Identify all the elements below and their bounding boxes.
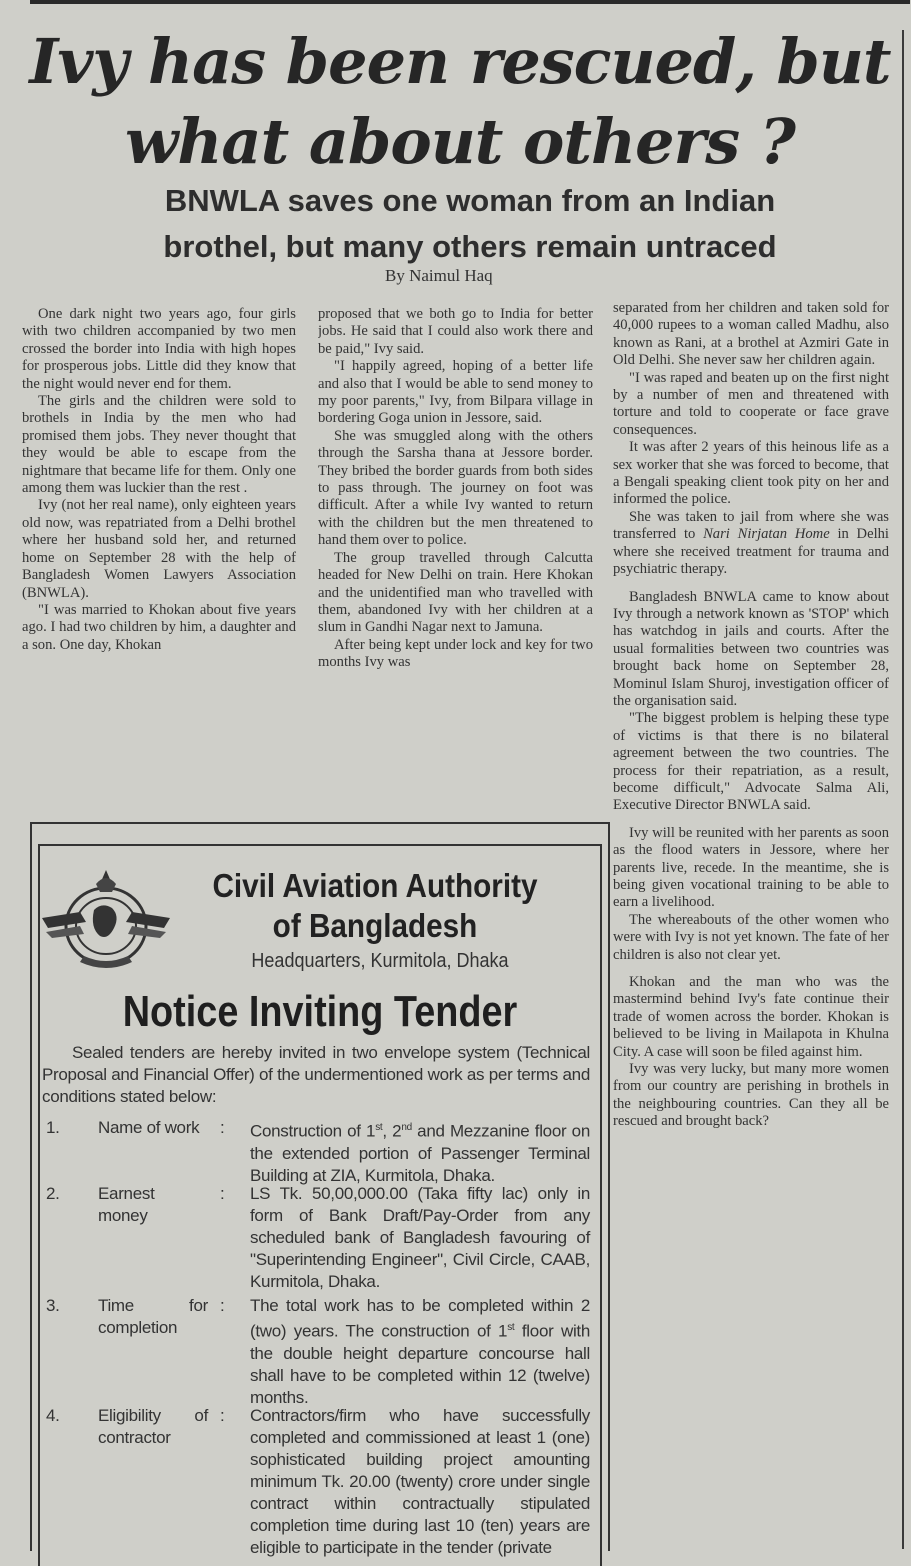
article-column-3 — [613, 300, 889, 1540]
item-label: Name of work — [98, 1118, 200, 1137]
article-paragraph: She was smuggled along with the others through the Sarsha thana at Jessore border. They bribed the border guards from both sides to pass through. The journey on foot was difficult. After a while Ivy wanted to return with the children but the men threatened to hand them over to police. — [318, 427, 593, 549]
item-description: Contractors/firm who have successfully completed and commissioned at least 1 (one) sophisticated building project amounting minimum Tk. 20.00 (twenty) crore under single contract within contractually stipulated completion time during last 10 (ten) years are eligible to participate in the tender (private — [250, 1406, 590, 1557]
ad-headquarters: Headquarters, Kurmitola, Dhaka — [251, 950, 509, 972]
subhead-line-2: brothel, but many others remain untraced — [163, 229, 777, 264]
article-paragraph: Ivy (not her real name), only eighteen years old now, was repatriated from a Delhi brothel where her husband sold her, and returned home on September 28 with the help of Bangladesh Women Lawyers Association (BNWLA). — [22, 497, 296, 601]
article-paragraph: separated from her children and taken sold for 40,000 rupees to a woman called Madhu, also known as Rani, at a brothel at Azmiri Gate in Old Delhi. She never saw her children again. — [613, 300, 889, 369]
article-paragraph: Ivy was very lucky, but many more women from our country are perishing in brothels in the neighbouring countries. Can they all be rescued and brought back? — [613, 1061, 889, 1130]
advertisement-frame — [38, 844, 602, 1566]
article-paragraph — [613, 509, 889, 579]
text-run: in Delhi where she received treatment for trauma and psychiatric therapy. — [613, 526, 889, 578]
item-colon: : — [220, 1296, 225, 1315]
item-colon: : — [220, 1406, 225, 1425]
item-number: 2. — [46, 1184, 60, 1203]
item-colon: : — [220, 1184, 225, 1203]
headline — [20, 22, 900, 182]
top-rule — [30, 0, 910, 4]
headline-line-1: Ivy has been rescued, but — [29, 25, 891, 98]
item-number: 4. — [46, 1406, 60, 1425]
tender-advertisement — [30, 822, 610, 1557]
article-paragraph: Bangladesh BNWLA came to know about Ivy through a network known as 'STOP' which has watchdog in jails and courts. After the usual formalities between two countries was brought back home on September 28, Mominul Islam Shuroj, investigation officer of the organisation said. — [613, 588, 889, 709]
article-paragraph: It was after 2 years of this heinous life as a sex worker that she was forced to become, that a Bengali speaking client took pity on her and informed the police. — [613, 439, 889, 508]
article-column-2 — [318, 306, 593, 811]
article-paragraph: The girls and the children were sold to brothels in India by the men who had promised them jobs. They never thought that they would be able to escape from the nightmare that became life for them. Only one among them was luckier than the rest . — [22, 393, 296, 497]
ad-intro: Sealed tenders are hereby invited in two envelope system (Technical Proposal and Financial Offer) of the undermentioned work as per terms and conditions stated below: — [42, 1043, 590, 1106]
italic-home-name: Nari Nirjatan Home — [703, 526, 830, 543]
article-paragraph: After being kept under lock and key for two months Ivy was — [318, 636, 593, 671]
article-paragraph: The whereabouts of the other women who were with Ivy is not yet known. The fate of her children is also not clear yet. — [613, 911, 889, 963]
item-description: LS Tk. 50,00,000.00 (Taka fifty lac) only in form of Bank Draft/Pay-Order from any scheduled bank of Bangladesh favouring of "Superintending Engineer", Civil Circle, CAAB, Kurmitola, Dhaka. — [250, 1184, 590, 1291]
ad-title-line-1: Civil Aviation Authority — [212, 867, 538, 904]
item-colon: : — [220, 1118, 225, 1137]
article-paragraph: One dark night two years ago, four girls with two children accompanied by two men crossed the border into India with high hopes for prosperous jobs. Little did they know that the night would never end for them. — [22, 306, 296, 392]
article-paragraph: "I was married to Khokan about five years ago. I had two children by him, a daughter and a son. One day, Khokan — [22, 601, 296, 653]
ad-notice-heading: Notice Inviting Tender — [122, 987, 518, 1036]
article-paragraph: The group travelled through Calcutta headed for New Delhi on train. Here Khokan and the unidentified man who travelled with them, abandoned Ivy with her children at a slum in Gandhi Nagar next to Jamuna. — [318, 549, 593, 636]
caab-emblem-icon — [40, 866, 172, 976]
item-label: Earnest money — [98, 1184, 155, 1225]
subheadline — [40, 178, 900, 270]
superscript: nd — [401, 1122, 412, 1133]
article-paragraph: "I was raped and beaten up on the first night by a number of men and threatened with torture and told to cooperate or face grave consequences. — [613, 369, 889, 438]
headline-line-2: what about others ? — [124, 105, 796, 178]
item-label: Eligibility of contractor — [98, 1406, 208, 1447]
item-description: Construction of 1st, 2nd and Mezzanine floor on the extended portion of Passenger Terminal Building at ZIA, Kurmitola, Dhaka. — [250, 1121, 590, 1185]
article-paragraph: "The biggest problem is helping these type of victims is that there is no bilateral agreement between the two countries. The process for their repatriation, as a result, become difficult," Advocate Salma Ali, Executive Director BNWLA said. — [613, 710, 889, 814]
item-number: 3. — [46, 1296, 60, 1315]
superscript: st — [375, 1122, 383, 1133]
ad-title-line-2: of Bangladesh — [272, 907, 478, 944]
subhead-line-1: BNWLA saves one woman from an Indian — [164, 183, 776, 218]
article-paragraph: Khokan and the man who was the mastermind behind Ivy's fate continue their trade of women across the border. Khokan is believed to be living in Mailapota in Khulna City. A case will soon be filed against him. — [613, 974, 889, 1060]
article-paragraph: "I happily agreed, hoping of a better life and also that I would be able to send money to my poor parents," Ivy, from Bilpara village in bordering Goga union in Jessore, said. — [318, 358, 593, 427]
article-paragraph: Ivy will be reunited with her parents as soon as the flood waters in Jessore, where her parents live, recede. In the meantime, she is being given vocational training to be able to earn a livelihood. — [613, 824, 889, 911]
right-column-rule — [902, 30, 904, 1549]
article-column-1 — [22, 306, 296, 811]
text-run: She was taken to jail from where she was transferred to — [613, 508, 889, 543]
item-description: The total work has to be completed within 2 (two) years. The construction of 1st floor with the double height departure concourse hall shall have to be completed within 12 (twelve) months. — [250, 1296, 590, 1407]
item-number: 1. — [46, 1118, 60, 1137]
article-paragraph: proposed that we both go to India for better jobs. He said that I could also work there and be paid," Ivy said. — [318, 306, 593, 357]
byline: By Naimul Haq — [385, 266, 493, 285]
ad-title — [195, 866, 555, 946]
item-label: Time for completion — [98, 1296, 208, 1337]
superscript: st — [507, 1322, 515, 1333]
